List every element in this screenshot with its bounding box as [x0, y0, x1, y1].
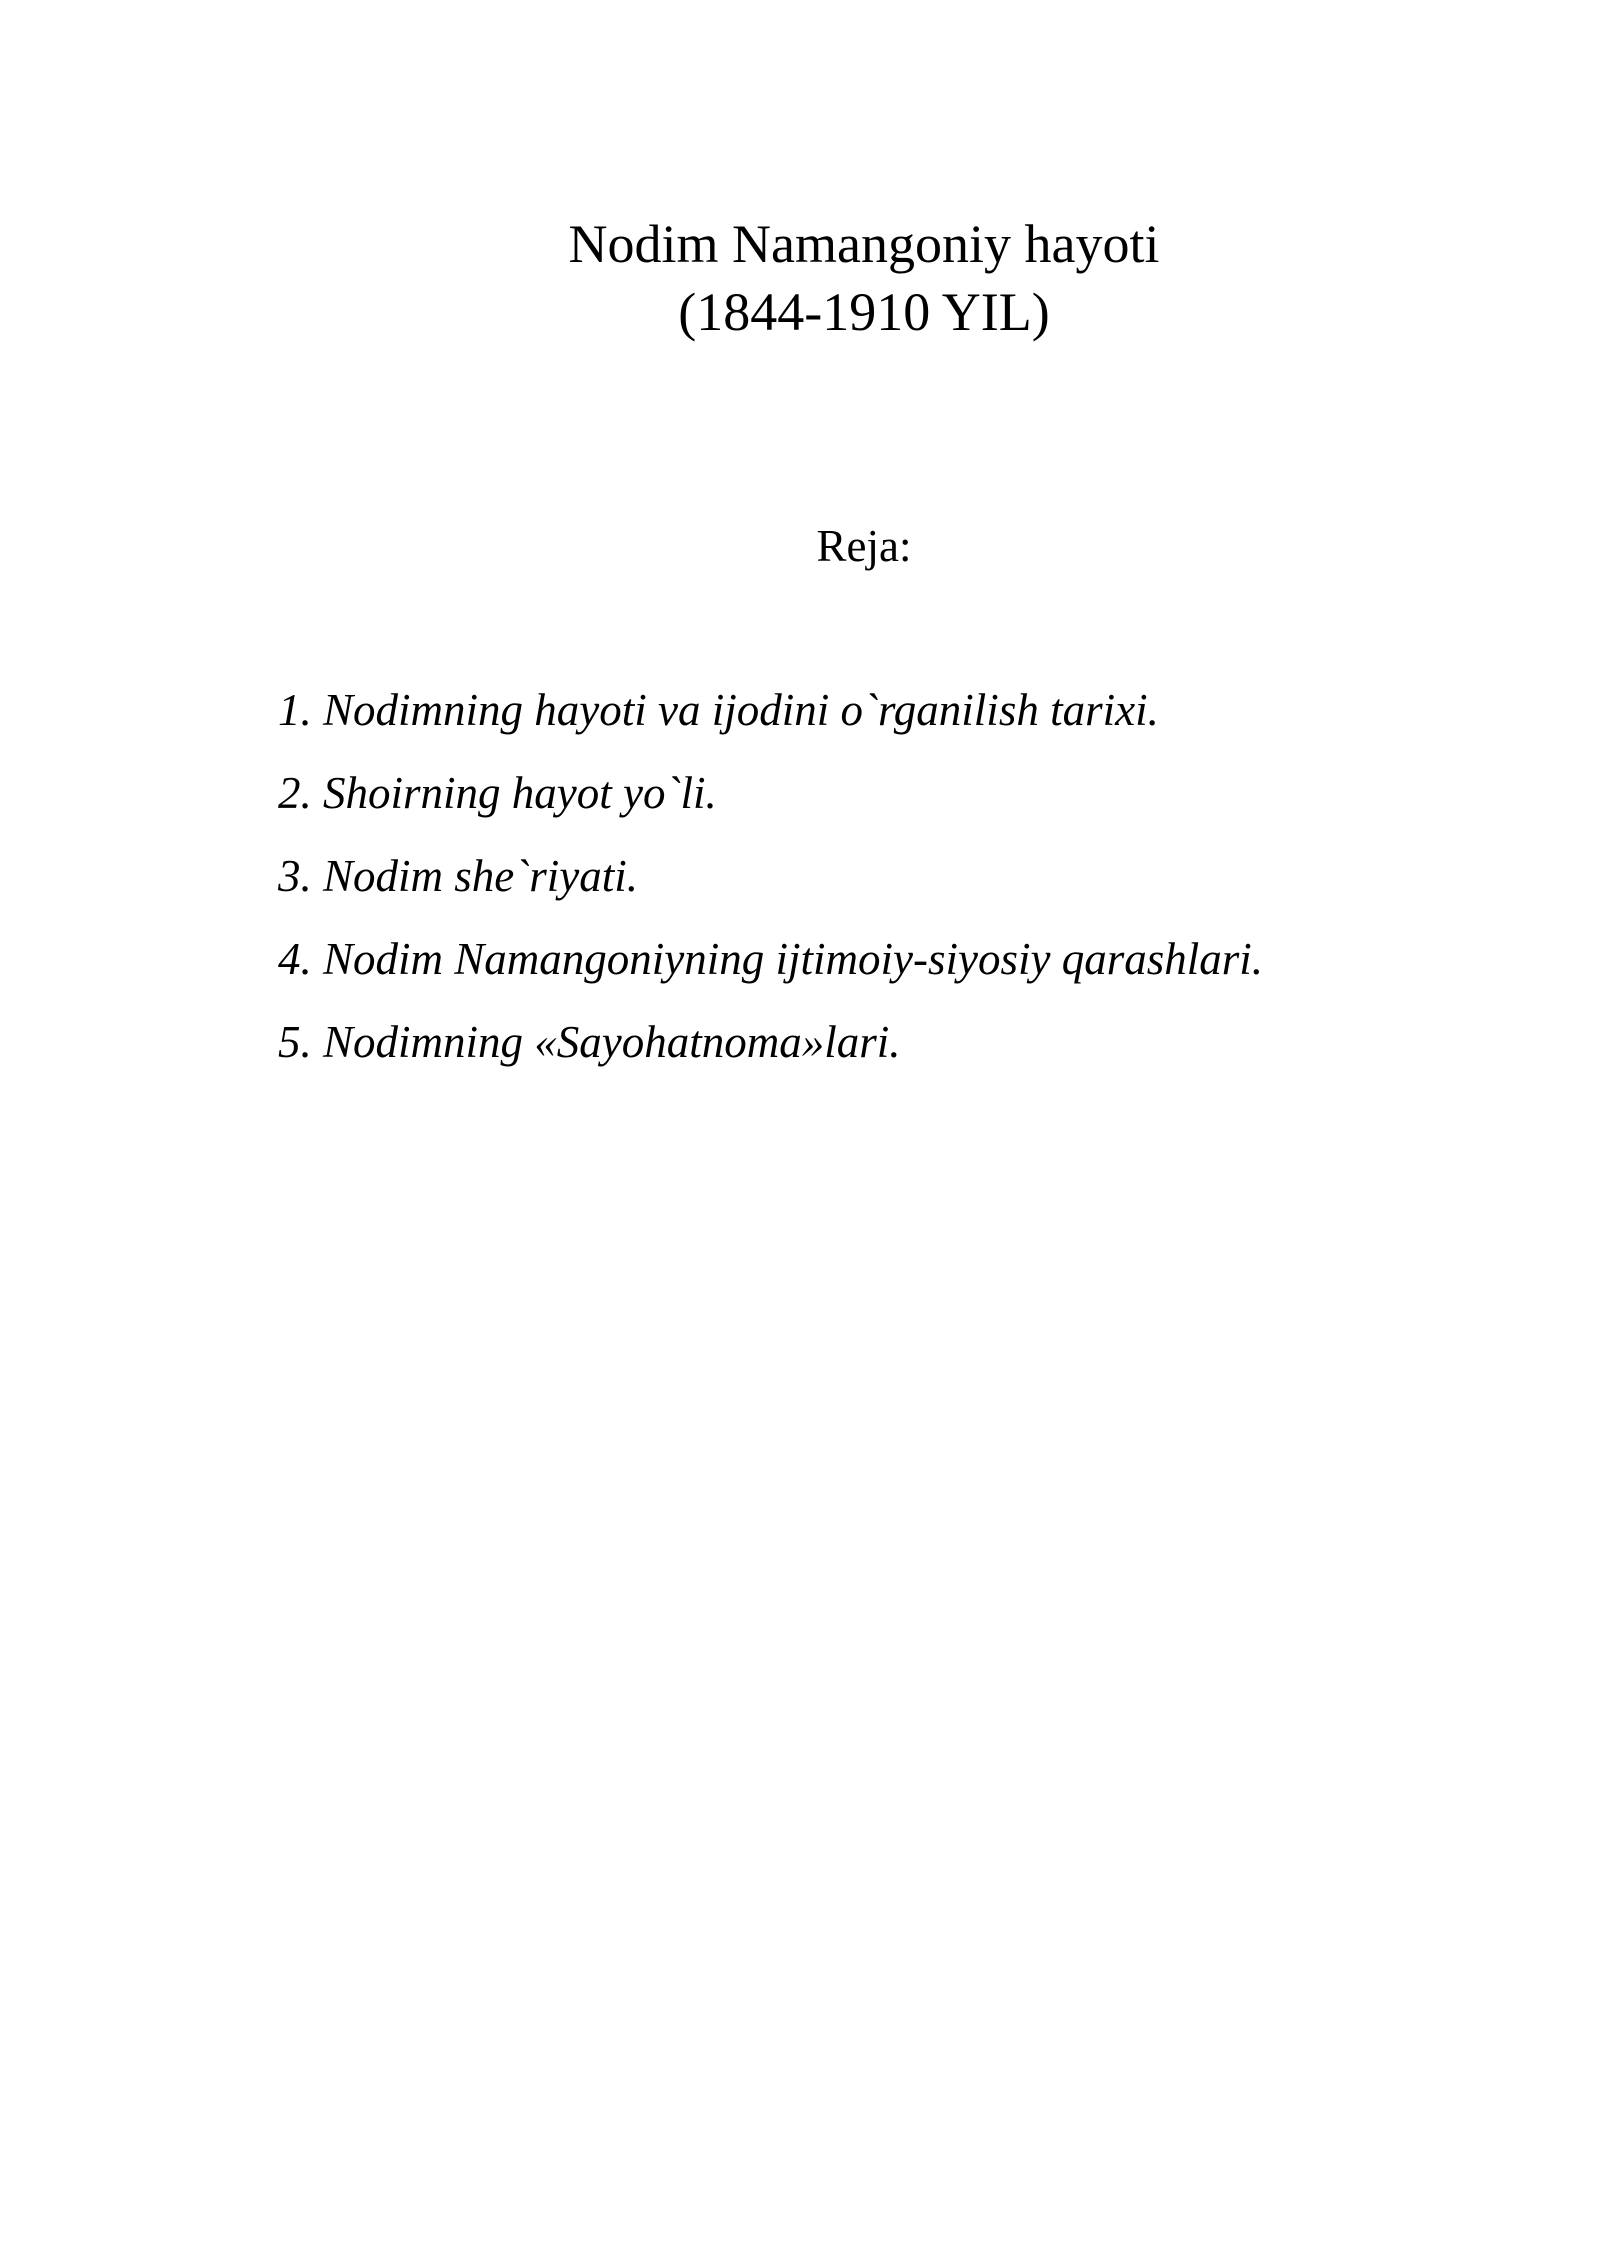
document-title: Nodim Namangoniy hayoti	[568, 214, 1160, 274]
document-subtitle-years: (1844-1910 YIL)	[678, 282, 1050, 342]
plan-item	[278, 763, 1578, 846]
plan-item-text: Nodimning hayoti va ijodini o`rganilish tarixi.	[323, 685, 1159, 735]
plan-item	[278, 846, 1578, 929]
plan-heading: Reja:	[816, 521, 912, 571]
plan-list	[278, 680, 1578, 1095]
plan-item-number: 3.	[278, 851, 312, 901]
plan-item	[278, 680, 1578, 763]
plan-item-number: 5.	[278, 1017, 312, 1067]
plan-item-text: Nodim Namangoniyning ijtimoiy-siyosiy qarashlari.	[323, 934, 1263, 984]
plan-item-number: 2.	[278, 768, 312, 818]
plan-item	[278, 1012, 1578, 1095]
plan-item	[278, 929, 1578, 1012]
plan-item-text: Shoirning hayot yo`li.	[323, 768, 717, 818]
plan-item-number: 1.	[278, 685, 312, 735]
plan-item-number: 4.	[278, 934, 312, 984]
plan-item-text: Nodimning «Sayohatnoma»lari.	[323, 1017, 901, 1067]
plan-item-text: Nodim she`riyati.	[323, 851, 638, 901]
